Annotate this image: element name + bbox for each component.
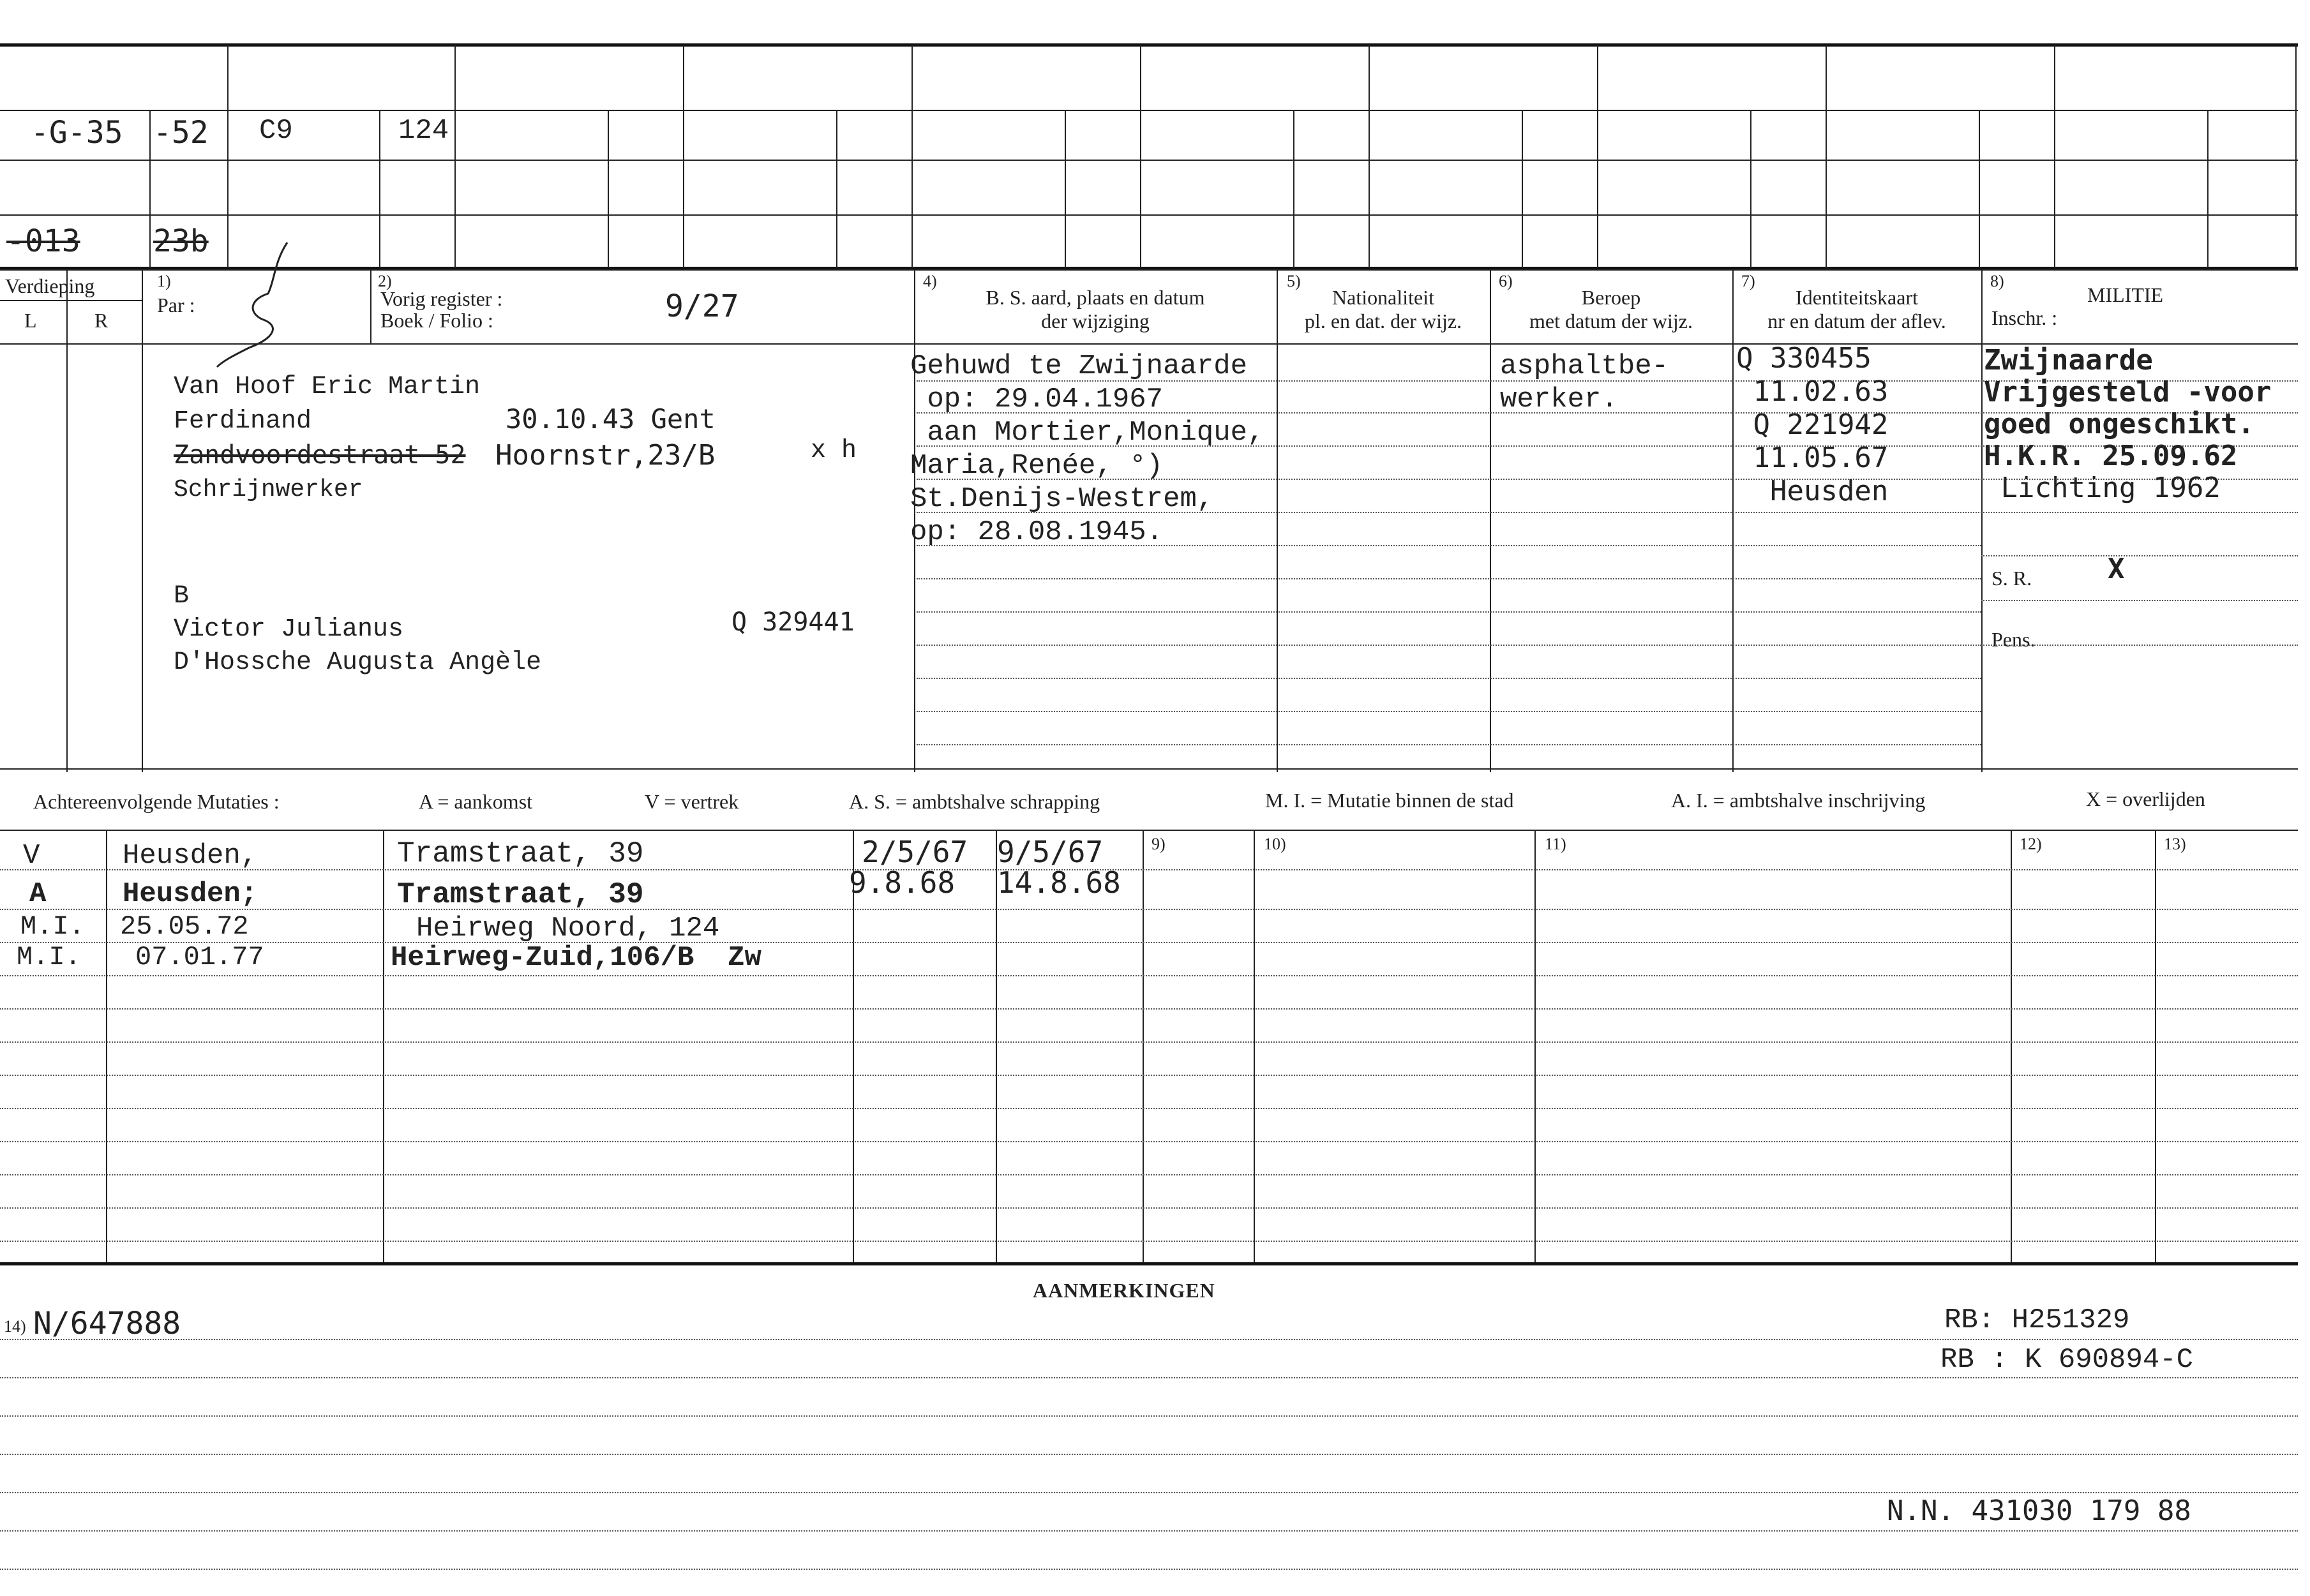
col-12-num: 12) xyxy=(2020,835,2042,853)
person-name: Van Hoof Eric Martin xyxy=(174,373,481,401)
mutation-street: Tramstraat, 39 xyxy=(397,878,644,911)
inschr-label: Inschr. : xyxy=(1991,306,2058,329)
mutation-type: A xyxy=(29,878,47,910)
sr-value: X xyxy=(2108,553,2125,585)
mutation-place: Heusden; xyxy=(123,878,258,910)
mutation-type: M.I. xyxy=(20,911,85,942)
militie-line: Vrijgesteld -voor xyxy=(1984,376,2272,408)
bs-line: Maria,Renée, °) xyxy=(910,450,1164,482)
b-mark: B xyxy=(174,582,190,611)
mutation-type: M.I. xyxy=(17,942,81,973)
sex-mark: x h xyxy=(811,436,857,465)
remarks-num: 14) xyxy=(4,1317,26,1336)
bs-header-line2: der wijziging xyxy=(1041,310,1150,332)
col-10-num: 10) xyxy=(1264,835,1286,853)
id-header-line1: Identiteitskaart xyxy=(1796,286,1918,309)
militie-entries xyxy=(1984,345,2309,504)
father-name: Victor Julianus xyxy=(174,615,404,644)
remarks-title: AANMERKINGEN xyxy=(1033,1279,1215,1302)
bs-line: op: 29.04.1967 xyxy=(910,384,1164,415)
par-label: Par : xyxy=(157,294,195,317)
birth-info: 30.10.43 Gent xyxy=(506,403,716,435)
mutation-type: V xyxy=(23,840,40,872)
code-cell: 124 xyxy=(398,115,449,147)
code-cell: -52 xyxy=(153,115,209,151)
mutation-place: 07.01.77 xyxy=(135,942,264,973)
mutation-date1: 2/5/67 xyxy=(862,835,968,869)
legend-item: M. I. = Mutatie binnen de stad xyxy=(1265,789,1514,812)
sr-label: S. R. xyxy=(1991,567,2032,590)
id-line: 11.05.67 xyxy=(1736,442,1889,474)
vorig-label: Vorig register : xyxy=(380,287,503,310)
legend-item: A. I. = ambtshalve inschrijving xyxy=(1671,789,1926,812)
militie-line: H.K.R. 25.09.62 xyxy=(1984,440,2238,472)
mother-name: D'Hossche Augusta Angèle xyxy=(174,648,542,677)
code-cell: -013 xyxy=(6,223,80,259)
id-line: Q 221942 xyxy=(1736,408,1889,441)
legend-item: A. S. = ambtshalve schrapping xyxy=(849,790,1100,813)
mutation-place: Heusden, xyxy=(123,840,258,872)
mutation-street: Heirweg-Zuid,106/B Zw xyxy=(391,942,761,974)
mutation-date1: 9.8.68 xyxy=(849,865,956,900)
code-cell: -G-35 xyxy=(31,115,123,151)
mutation-street: Tramstraat, 39 xyxy=(397,837,644,870)
militie-label: MILITIE xyxy=(2087,283,2164,306)
person-name2: Ferdinand xyxy=(174,407,312,436)
beroep-entries xyxy=(1500,350,1669,416)
militie-line: Zwijnaarde xyxy=(1984,345,2153,377)
col-9-num: 9) xyxy=(1151,835,1166,853)
militie-line: goed ongeschikt. xyxy=(1984,408,2254,440)
beroep-header-line2: met datum der wijz. xyxy=(1529,310,1693,332)
par-num: 1) xyxy=(157,272,171,290)
id-entries xyxy=(1736,342,1888,508)
bs-entries xyxy=(910,350,1264,549)
address: Hoornstr,23/B xyxy=(495,439,716,472)
occupation: Schrijnwerker xyxy=(174,476,363,503)
nat-num: 5) xyxy=(1287,272,1301,290)
paraph-signature xyxy=(211,236,313,377)
pens-label: Pens. xyxy=(1991,628,2036,651)
nn-code: N/647888 xyxy=(33,1306,181,1341)
mutation-street: Heirweg Noord, 124 xyxy=(416,913,720,944)
old-address: Zandvoordestraat 52 xyxy=(174,440,466,470)
id-header-line2: nr en datum der aflev. xyxy=(1767,310,1946,332)
rb-number-1: RB: H251329 xyxy=(1944,1304,2130,1336)
id-line: 11.02.63 xyxy=(1736,375,1889,408)
id-line: Q 330455 xyxy=(1736,342,1871,375)
mutation-date2: 14.8.68 xyxy=(997,865,1121,900)
nat-header-line1: Nationaliteit xyxy=(1332,286,1434,309)
bs-line: op: 28.08.1945. xyxy=(910,516,1164,548)
col-11-num: 11) xyxy=(1545,835,1566,853)
boek-value: 9/27 xyxy=(665,288,739,324)
col-13-num: 13) xyxy=(2164,835,2186,853)
id-number: Q 329441 xyxy=(731,608,855,637)
legend-item: V = vertrek xyxy=(645,790,739,813)
mutation-date2: 9/5/67 xyxy=(997,835,1104,869)
verdieping-label: Verdieping xyxy=(5,274,95,297)
rb-number-2: RB : K 690894-C xyxy=(1940,1344,2194,1376)
bs-line: Gehuwd te Zwijnaarde xyxy=(910,350,1248,382)
col-l-label: L xyxy=(24,309,37,332)
id-line: Heusden xyxy=(1736,475,1889,507)
col-r-label: R xyxy=(94,309,109,332)
legend-title: Achtereenvolgende Mutaties : xyxy=(33,790,280,813)
bs-num: 4) xyxy=(923,272,937,290)
bs-header-line1: B. S. aard, plaats en datum xyxy=(986,286,1205,309)
bs-line: aan Mortier,Monique, xyxy=(910,417,1264,449)
beroep-line: werker. xyxy=(1500,384,1618,415)
beroep-line: asphaltbe- xyxy=(1500,350,1669,382)
id-num: 7) xyxy=(1741,272,1755,290)
code-cell: 23b xyxy=(153,223,209,259)
legend-item: X = overlijden xyxy=(2086,787,2205,810)
militie-num: 8) xyxy=(1990,272,2004,290)
beroep-num: 6) xyxy=(1499,272,1513,290)
boek-label: Boek / Folio : xyxy=(380,309,493,332)
national-number: N.N. 431030 179 88 xyxy=(1887,1495,2191,1527)
bs-line: St.Denijs-Westrem, xyxy=(910,483,1214,515)
legend-item: A = aankomst xyxy=(419,790,533,813)
beroep-header-line1: Beroep xyxy=(1581,286,1641,309)
mutation-place: 25.05.72 xyxy=(120,911,249,942)
nat-header-line2: pl. en dat. der wijz. xyxy=(1304,310,1462,332)
code-cell: C9 xyxy=(259,115,293,147)
vorig-num: 2) xyxy=(378,272,392,290)
militie-line: Lichting 1962 xyxy=(1984,472,2221,504)
